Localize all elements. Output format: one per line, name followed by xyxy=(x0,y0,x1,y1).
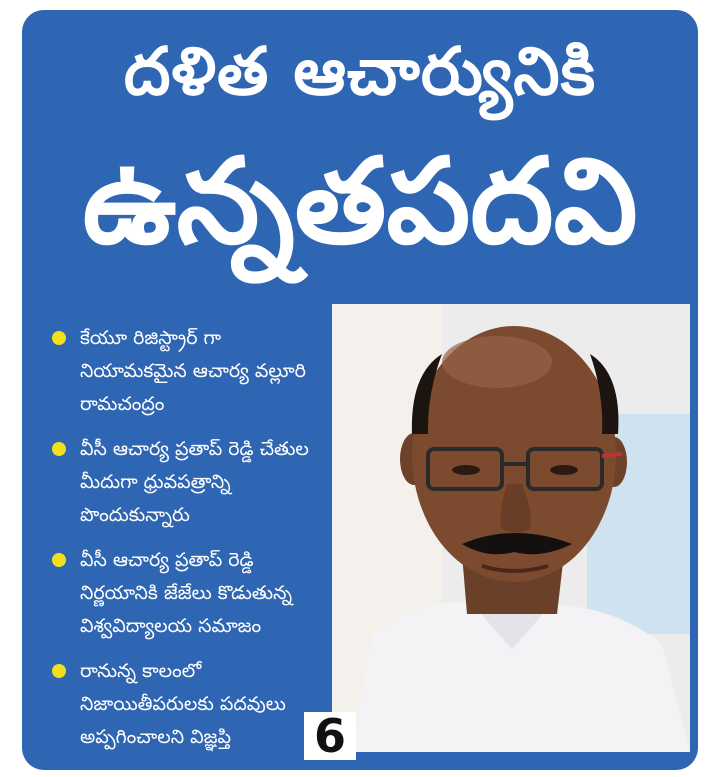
bullet-dot-icon xyxy=(52,442,66,456)
headline-line-1: దళిత ఆచార్యునికి xyxy=(123,33,597,110)
bullet-text: కేయూ రిజిస్ట్రార్ గా నియామకమైన ఆచార్య వల్లూరి రామచంద్రం xyxy=(80,327,306,415)
bullet-item xyxy=(52,655,317,754)
bullet-item xyxy=(52,433,317,532)
headline-line-2: ఉన్నతపదవి xyxy=(82,132,638,270)
bullet-text: రానున్న కాలంలో నిజాయితీపరులకు పదవులు అప్పగించాలని విజ్ఞప్తి xyxy=(80,660,286,748)
bullet-text: వీసీ ఆచార్య ప్రతాప్ రెడ్డి నిర్ణయానికి జేజేలు కొడుతున్న విశ్వవిద్యాలయ సమాజం xyxy=(80,549,293,637)
bullet-dot-icon xyxy=(52,553,66,567)
portrait-photo xyxy=(332,304,690,752)
bullet-list xyxy=(52,322,317,766)
bullet-dot-icon xyxy=(52,664,66,678)
news-card xyxy=(22,10,698,770)
bullet-item xyxy=(52,544,317,643)
bullet-dot-icon xyxy=(52,331,66,345)
bullet-text: వీసీ ఆచార్య ప్రతాప్ రెడ్డి చేతుల మీదుగా ధ్రువపత్రాన్ని పొందుకున్నారు xyxy=(80,438,309,526)
bullet-item xyxy=(52,322,317,421)
portrait-illustration xyxy=(332,304,690,752)
page-number: 6 xyxy=(304,712,356,760)
